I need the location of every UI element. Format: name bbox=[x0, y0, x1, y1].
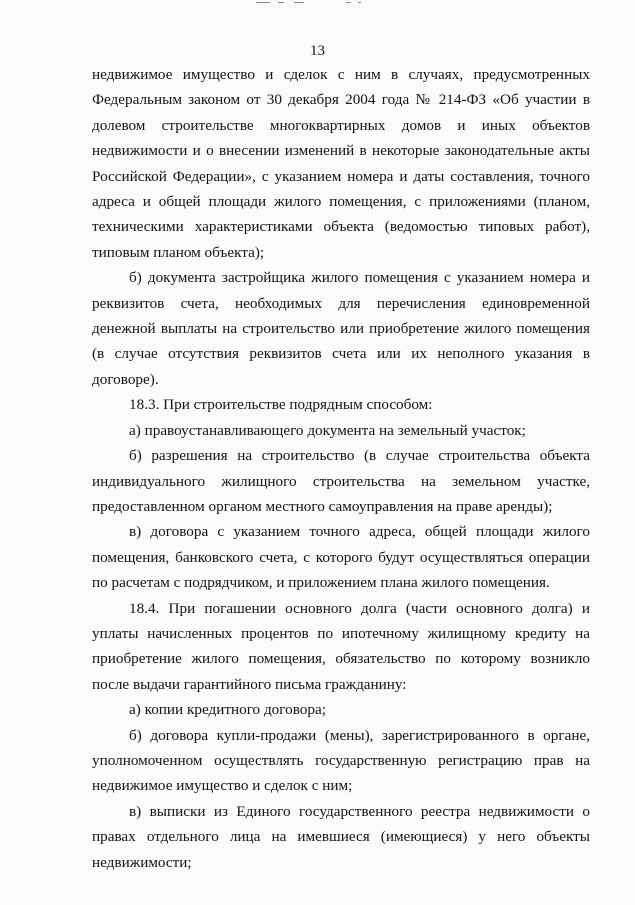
paragraph-item-a-credit-agreement: а) копии кредитного договора; bbox=[129, 701, 326, 719]
paragraph-18-4-heading: 18.4. При погашении основного долга (части основного долга) и уплаты начисленных процентов по ипотечному жилищному кредиту на приобретение жилого помещения, обязательство по которому возникло после выдачи гарантийного письма гражданину: bbox=[92, 599, 590, 693]
scan-artifact bbox=[250, 0, 380, 6]
paragraph-item-b-developer-document: б) документа застройщика жилого помещения с указанием номера и реквизитов счета, необходимых для перечисления единовременной денежной выплаты на строительство или приобретение жилого помещения (в случае отсутствия реквизитов счета или их неполного указания в договоре). bbox=[92, 269, 590, 388]
paragraph-18-3-heading: 18.3. При строительстве подрядным способом: bbox=[129, 396, 433, 414]
paragraph-item-a-land-title: а) правоустанавливающего документа на земельный участок; bbox=[129, 421, 526, 439]
paragraph-item-b-building-permit: б) разрешения на строительство (в случае строительства объекта индивидуального жилищного строительства на земельном участке, предоставленном органом местного самоуправления на праве аренды); bbox=[92, 447, 590, 515]
paragraph-item-b-sale-contract: б) договора купли-продажи (мены), зарегистрированного в органе, уполномоченном осуществлять государственную регистрацию прав на недвижимое имущество и сделок с ним; bbox=[92, 726, 590, 795]
paragraph-item-v-contract: в) договора с указанием точного адреса, общей площади жилого помещения, банковского счета, с которого будут осуществляться операции по расчетам с подрядчиком, и приложением плана жилого помещения. bbox=[92, 523, 590, 592]
body-text bbox=[92, 62, 590, 875]
paragraph-continuation: недвижимое имущество и сделок с ним в случаях, предусмотренных Федеральным законом от 30 декабря 2004 года № 214-ФЗ «Об участии в долевом строительстве многоквартирных домов и иных объектов недвижимости и о внесении изменений в некоторые законодательные акты Российской Федерации», с указанием номера и даты составления, точного адреса и общей площади жилого помещения, с приложениями (планом, техническими характеристиками объекта (ведомостью типовых работ), типовым планом объекта); bbox=[92, 66, 590, 261]
paragraph-item-v-registry-extract: в) выписки из Единого государственного реестра недвижимости о правах отдельного лица на имевшиеся (имеющиеся) у него объекты недвижимости; bbox=[92, 802, 590, 871]
page-number: 13 bbox=[310, 43, 325, 59]
